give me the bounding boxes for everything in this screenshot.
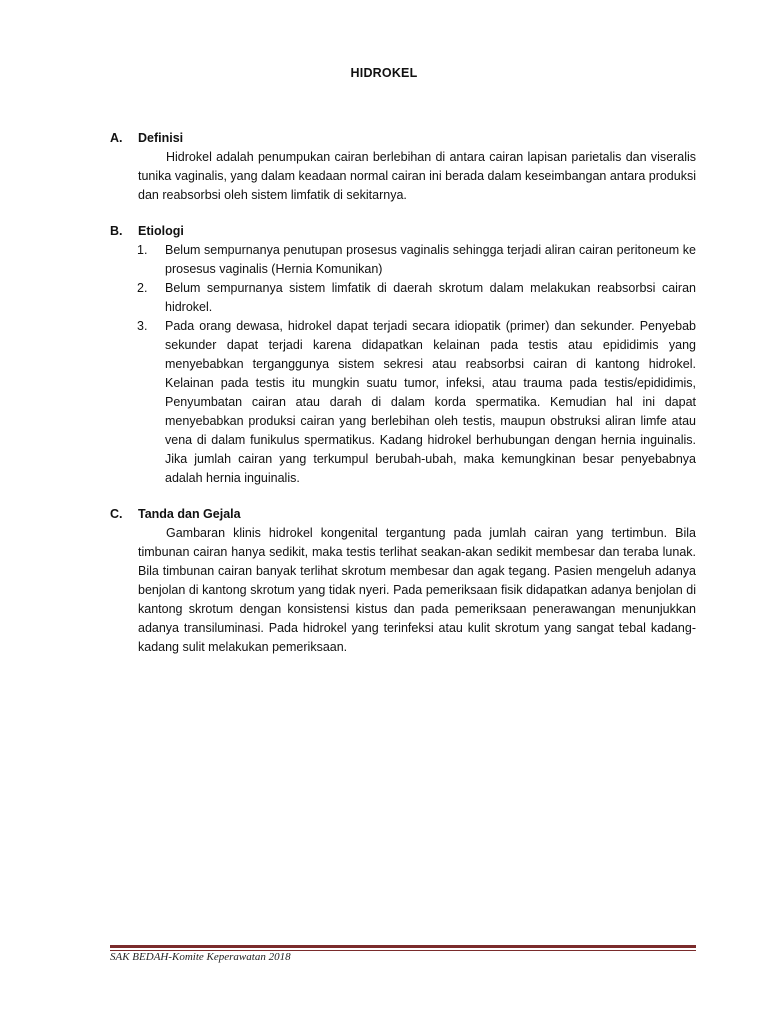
list-text: Pada orang dewasa, hidrokel dapat terjadi secara idiopatik (primer) dan sekunder. Penyebab sekunder dapat terjadi karena didapatkan kelainan pada testis atau epididimis yang menyebabkan terganggunya sistem sekresi atau reabsorbsi cairan di kantong hidrokel. Kelainan pada testis itu mungkin suatu tumor, infeksi, atau trauma pada testis/epididimis, Penyumbatan cairan atau darah di dalam korda spermatika. Kemudian hal ini dapat menyebabkan produksi cairan yang berlebihan oleh testis, maupun obstruksi aliran limfe atau vena di dalam funikulus spermatikus. Kadang hidrokel berhubungan dengan hernia inguinalis. Jika jumlah cairan yang terkumpul berubah-ubah, maka kemungkinan besar penyebabnya adalah hernia inguinalis.	[165, 319, 696, 485]
section-heading	[110, 222, 696, 241]
list-text: Belum sempurnanya penutupan prosesus vaginalis sehingga terjadi aliran cairan peritoneum ke prosesus vaginalis (Hernia Komunikan)	[165, 243, 696, 276]
section-definisi	[110, 129, 696, 205]
list-number: 3.	[137, 319, 148, 333]
footer-rule	[110, 945, 696, 948]
document-title: HIDROKEL	[350, 66, 418, 80]
section-title: Definisi	[138, 131, 184, 145]
list-item	[137, 241, 696, 279]
section-letter: B.	[110, 224, 123, 238]
section-heading	[110, 505, 696, 524]
section-etiologi	[110, 222, 696, 488]
section-letter: A.	[110, 131, 123, 145]
section-title: Tanda dan Gejala	[138, 507, 241, 521]
section-paragraph: Hidrokel adalah penumpukan cairan berlebihan di antara cairan lapisan parietalis dan viseralis tunika vaginalis, yang dalam keadaan normal cairan ini berada dalam keseimbangan antara produksi dan reabsorbsi oleh sistem limfatik di sekitarnya.	[138, 150, 696, 202]
section-letter: C.	[110, 507, 123, 521]
section-paragraph: Gambaran klinis hidrokel kongenital tergantung pada jumlah cairan yang tertimbun. Bila timbunan cairan hanya sedikit, maka testis terlihat seakan-akan sedikit membesar dan teraba lunak. Bila timbunan cairan banyak terlihat skrotum membesar dan agak tegang. Pasien mengeluh adanya benjolan di kantong skrotum yang tidak nyeri. Pada pemeriksaan fisik didapatkan adanya benjolan di kantong skrotum dengan konsistensi kistus dan pada pemeriksaan penerawangan menunjukkan adanya transiluminasi. Pada hidrokel yang terinfeksi atau kulit skrotum yang sangat tebal kadang-kadang sulit melakukan pemeriksaan.	[138, 526, 696, 654]
list-item	[137, 317, 696, 488]
list-number: 1.	[137, 243, 148, 257]
etiologi-list	[137, 241, 696, 488]
section-heading	[110, 129, 696, 148]
section-tanda-dan-gejala	[110, 505, 696, 657]
list-number: 2.	[137, 281, 148, 295]
list-item	[137, 279, 696, 317]
section-title: Etiologi	[138, 224, 184, 238]
list-text: Belum sempurnanya sistem limfatik di daerah skrotum dalam melakukan reabsorbsi cairan hidrokel.	[165, 281, 696, 314]
page-footer: SAK BEDAH-Komite Keperawatan 2018	[110, 951, 291, 963]
